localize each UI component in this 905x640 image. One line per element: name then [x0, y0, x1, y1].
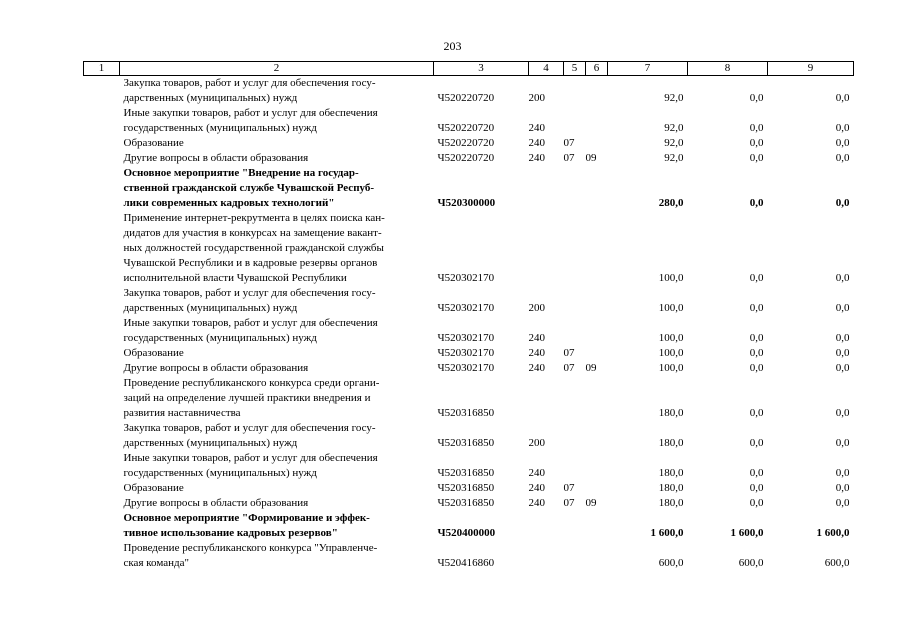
- section-code: 07: [563, 152, 575, 164]
- amount-col7: 600,0: [658, 557, 684, 569]
- row-name-line: Закупка товаров, работ и услуг для обеспечения госу-: [123, 287, 376, 299]
- section-code: [564, 511, 586, 541]
- row-name: [120, 421, 434, 451]
- row-name: [120, 211, 434, 286]
- empty-cell: [84, 541, 120, 571]
- row-name-line: заций на определение лучшей практики внедрения и: [123, 392, 371, 404]
- section-code: [564, 286, 586, 316]
- section-code: 07: [563, 347, 575, 359]
- row-name-line: тивное использование кадровых резервов": [123, 527, 338, 539]
- amount-col9: 0,0: [835, 152, 850, 164]
- subsection-code: [586, 286, 608, 316]
- row-name: [120, 166, 434, 211]
- amount-col8: 0,0: [749, 467, 764, 479]
- expense-type-code: 240: [528, 122, 545, 134]
- expense-type-code: [529, 541, 564, 571]
- row-name-line: Иные закупки товаров, работ и услуг для обеспечения: [123, 107, 378, 119]
- empty-cell: [84, 286, 120, 316]
- table-row: [84, 481, 854, 496]
- empty-cell: [84, 211, 120, 286]
- table-row: [84, 286, 854, 316]
- section-code: [564, 166, 586, 211]
- expense-type-code: 200: [528, 437, 545, 449]
- amount-col8: 0,0: [749, 92, 764, 104]
- subsection-code: [586, 76, 608, 107]
- amount-col7: 100,0: [658, 362, 684, 374]
- column-header: 6: [586, 62, 608, 76]
- amount-col7: 92,0: [664, 122, 684, 134]
- target-article-code: Ч520220720: [437, 152, 495, 164]
- table-row: [84, 166, 854, 211]
- expense-type-code: [529, 166, 564, 211]
- amount-col8: 0,0: [749, 347, 764, 359]
- row-name-line: Образование: [123, 137, 184, 149]
- amount-col8: 0,0: [749, 137, 764, 149]
- section-code: 07: [563, 362, 575, 374]
- section-code: 07: [563, 137, 575, 149]
- column-header: 9: [768, 62, 854, 76]
- amount-col9: 0,0: [835, 272, 850, 284]
- amount-col7: 100,0: [658, 347, 684, 359]
- row-name-line: Другие вопросы в области образования: [123, 152, 309, 164]
- budget-table: [83, 61, 854, 571]
- row-name-line: исполнительной власти Чувашской Республики: [123, 272, 347, 284]
- subsection-code: [586, 166, 608, 211]
- section-code: [564, 316, 586, 346]
- amount-col7: 100,0: [658, 272, 684, 284]
- empty-cell: [84, 511, 120, 541]
- empty-cell: [84, 316, 120, 346]
- expense-type-code: 240: [528, 137, 545, 149]
- target-article-code: Ч520220720: [437, 137, 495, 149]
- target-article-code: Ч520316850: [437, 407, 495, 419]
- subsection-code: [586, 211, 608, 286]
- section-code: [564, 106, 586, 136]
- target-article-code: Ч520300000: [437, 197, 496, 209]
- amount-col7: 92,0: [664, 137, 684, 149]
- amount-col8: 0,0: [749, 272, 764, 284]
- row-name: [120, 136, 434, 151]
- empty-cell: [84, 76, 120, 107]
- target-article-code: Ч520316850: [437, 467, 495, 479]
- amount-col7: 180,0: [658, 407, 684, 419]
- row-name-line: Иные закупки товаров, работ и услуг для обеспечения: [123, 452, 378, 464]
- row-name-line: дидатов для участия в конкурсах на замещение вакант-: [123, 227, 382, 239]
- table-row: [84, 421, 854, 451]
- empty-cell: [84, 106, 120, 136]
- page-number: 203: [443, 39, 462, 53]
- target-article-code: Ч520302170: [437, 302, 495, 314]
- section-code: 07: [563, 482, 575, 494]
- amount-col7: 1 600,0: [650, 527, 684, 539]
- row-name-line: государственных (муниципальных) нужд: [123, 122, 317, 134]
- empty-cell: [84, 166, 120, 211]
- row-name-line: лики современных кадровых технологий": [123, 197, 335, 209]
- row-name-line: Иные закупки товаров, работ и услуг для обеспечения: [123, 317, 378, 329]
- row-name-line: Образование: [123, 482, 184, 494]
- row-name: [120, 376, 434, 421]
- amount-col8: 0,0: [749, 497, 764, 509]
- amount-col7: 180,0: [658, 467, 684, 479]
- table-row: [84, 376, 854, 421]
- empty-cell: [84, 136, 120, 151]
- section-code: [564, 421, 586, 451]
- expense-type-code: 200: [528, 92, 545, 104]
- table-row: [84, 451, 854, 481]
- amount-col9: 0,0: [835, 362, 850, 374]
- column-header: 1: [84, 62, 120, 76]
- amount-col9: 0,0: [835, 92, 850, 104]
- section-code: [564, 376, 586, 421]
- amount-col7: 280,0: [658, 197, 684, 209]
- amount-col8: 0,0: [749, 407, 764, 419]
- row-name: [120, 481, 434, 496]
- expense-type-code: 240: [528, 332, 545, 344]
- table-row: [84, 316, 854, 346]
- row-name: [120, 361, 434, 376]
- row-name: [120, 346, 434, 361]
- column-header: 4: [529, 62, 564, 76]
- expense-type-code: 240: [528, 362, 545, 374]
- amount-col7: 92,0: [664, 92, 684, 104]
- expense-type-code: [529, 376, 564, 421]
- expense-type-code: 200: [528, 302, 545, 314]
- target-article-code: Ч520302170: [437, 332, 495, 344]
- row-name: [120, 496, 434, 511]
- table-row: [84, 151, 854, 166]
- expense-type-code: 240: [528, 482, 545, 494]
- subsection-code: [586, 346, 608, 361]
- expense-type-code: 240: [528, 347, 545, 359]
- table-row: [84, 496, 854, 511]
- amount-col9: 0,0: [835, 137, 850, 149]
- row-name-line: Другие вопросы в области образования: [123, 362, 309, 374]
- target-article-code: Ч520316850: [437, 497, 495, 509]
- expense-type-code: 240: [528, 497, 545, 509]
- row-name-line: Основное мероприятие "Формирование и эффек-: [123, 512, 370, 524]
- row-name-line: Проведение республиканского конкурса "Управленче-: [123, 542, 378, 554]
- row-name-line: ская команда": [123, 557, 189, 569]
- amount-col9: 600,0: [824, 557, 850, 569]
- row-name-line: Основное мероприятие "Внедрение на государ-: [123, 167, 359, 179]
- target-article-code: Ч520316850: [437, 482, 495, 494]
- row-name: [120, 511, 434, 541]
- column-header: 8: [688, 62, 768, 76]
- table-row: [84, 211, 854, 286]
- table-row: [84, 76, 854, 107]
- subsection-code: [586, 316, 608, 346]
- row-name-line: Образование: [123, 347, 184, 359]
- target-article-code: Ч520416860: [437, 557, 495, 569]
- target-article-code: Ч520220720: [437, 92, 495, 104]
- empty-cell: [84, 481, 120, 496]
- row-name: [120, 106, 434, 136]
- table-row: [84, 346, 854, 361]
- subsection-code: [586, 376, 608, 421]
- amount-col9: 0,0: [835, 197, 850, 209]
- row-name-line: ственной гражданской службе Чувашской Респуб-: [123, 182, 375, 194]
- subsection-code: [586, 511, 608, 541]
- row-name-line: Проведение республиканского конкурса среди органи-: [123, 377, 380, 389]
- expense-type-code: 240: [528, 152, 545, 164]
- row-name-line: государственных (муниципальных) нужд: [123, 332, 317, 344]
- row-name-line: Другие вопросы в области образования: [123, 497, 309, 509]
- row-name: [120, 316, 434, 346]
- empty-cell: [84, 376, 120, 421]
- table-row: [84, 136, 854, 151]
- target-article-code: Ч520400000: [437, 527, 496, 539]
- row-name-line: дарственных (муниципальных) нужд: [123, 92, 298, 104]
- column-header: 2: [120, 62, 434, 76]
- subsection-code: 09: [585, 152, 597, 164]
- expense-type-code: 240: [528, 467, 545, 479]
- amount-col9: 0,0: [835, 467, 850, 479]
- subsection-code: [586, 451, 608, 481]
- amount-col7: 100,0: [658, 332, 684, 344]
- row-name-line: ных должностей государственной гражданской службы: [123, 242, 384, 254]
- subsection-code: [586, 106, 608, 136]
- amount-col9: 0,0: [835, 437, 850, 449]
- section-code: [564, 541, 586, 571]
- row-name-line: дарственных (муниципальных) нужд: [123, 302, 298, 314]
- amount-col7: 92,0: [664, 152, 684, 164]
- table-row: [84, 511, 854, 541]
- empty-cell: [84, 361, 120, 376]
- expense-type-code: [529, 511, 564, 541]
- amount-col9: 0,0: [835, 302, 850, 314]
- row-name-line: Закупка товаров, работ и услуг для обеспечения госу-: [123, 422, 376, 434]
- row-name: [120, 451, 434, 481]
- section-code: 07: [563, 497, 575, 509]
- amount-col8: 600,0: [738, 557, 764, 569]
- amount-col7: 180,0: [658, 497, 684, 509]
- section-code: [564, 451, 586, 481]
- target-article-code: Ч520220720: [437, 122, 495, 134]
- column-header: 3: [434, 62, 529, 76]
- subsection-code: [586, 481, 608, 496]
- subsection-code: [586, 421, 608, 451]
- row-name-line: Закупка товаров, работ и услуг для обеспечения госу-: [123, 77, 376, 89]
- subsection-code: 09: [585, 362, 597, 374]
- section-code: [564, 211, 586, 286]
- section-code: [564, 76, 586, 107]
- amount-col7: 180,0: [658, 482, 684, 494]
- empty-cell: [84, 346, 120, 361]
- amount-col9: 0,0: [835, 122, 850, 134]
- amount-col9: 0,0: [835, 482, 850, 494]
- target-article-code: Ч520302170: [437, 362, 495, 374]
- column-header: 7: [608, 62, 688, 76]
- table-row: [84, 106, 854, 136]
- target-article-code: Ч520302170: [437, 347, 495, 359]
- amount-col7: 100,0: [658, 302, 684, 314]
- amount-col8: 0,0: [749, 362, 764, 374]
- target-article-code: Ч520316850: [437, 437, 495, 449]
- subsection-code: [586, 136, 608, 151]
- subsection-code: [586, 541, 608, 571]
- column-number-row: [84, 62, 854, 76]
- amount-col8: 0,0: [749, 197, 764, 209]
- amount-col8: 0,0: [749, 482, 764, 494]
- row-name-line: дарственных (муниципальных) нужд: [123, 437, 298, 449]
- amount-col9: 0,0: [835, 407, 850, 419]
- empty-cell: [84, 496, 120, 511]
- row-name: [120, 541, 434, 571]
- row-name: [120, 76, 434, 107]
- amount-col8: 0,0: [749, 302, 764, 314]
- amount-col9: 1 600,0: [816, 527, 850, 539]
- amount-col7: 180,0: [658, 437, 684, 449]
- table-row: [84, 541, 854, 571]
- table-body: [84, 76, 854, 572]
- amount-col8: 0,0: [749, 437, 764, 449]
- empty-cell: [84, 421, 120, 451]
- amount-col8: 0,0: [749, 122, 764, 134]
- target-article-code: Ч520302170: [437, 272, 495, 284]
- row-name-line: Применение интернет-рекрутмента в целях поиска кан-: [123, 212, 385, 224]
- amount-col9: 0,0: [835, 347, 850, 359]
- expense-type-code: [529, 211, 564, 286]
- row-name-line: Чувашской Республики и в кадровые резервы органов: [123, 257, 378, 269]
- amount-col8: 0,0: [749, 152, 764, 164]
- row-name-line: государственных (муниципальных) нужд: [123, 467, 317, 479]
- amount-col9: 0,0: [835, 497, 850, 509]
- subsection-code: 09: [585, 497, 597, 509]
- table-row: [84, 361, 854, 376]
- row-name: [120, 151, 434, 166]
- empty-cell: [84, 451, 120, 481]
- empty-cell: [84, 151, 120, 166]
- row-name-line: развития наставничества: [123, 407, 241, 419]
- amount-col8: 1 600,0: [730, 527, 764, 539]
- amount-col8: 0,0: [749, 332, 764, 344]
- row-name: [120, 286, 434, 316]
- amount-col9: 0,0: [835, 332, 850, 344]
- column-header: 5: [564, 62, 586, 76]
